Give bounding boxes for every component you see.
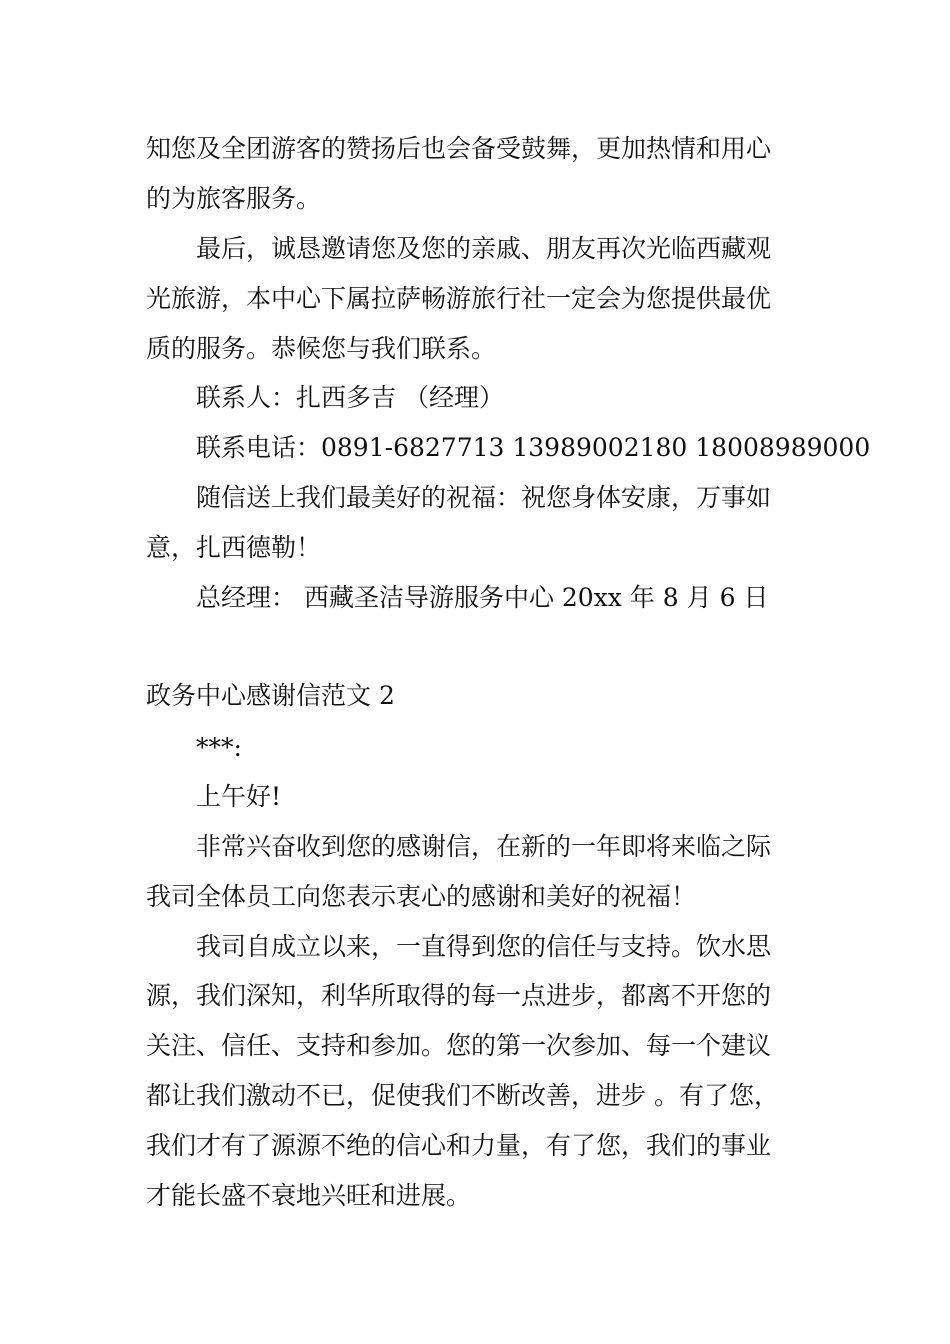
text-line: 都让我们激动不已，促使我们不断改善，进步 。有了您，: [146, 1081, 779, 1110]
signature-line: 总经理： 西藏圣洁导游服务中心 20xx 年 8 月 6 日: [196, 583, 769, 612]
text-line: 质的服务。恭候您与我们联系。: [146, 334, 497, 363]
section-title: 政务中心感谢信范文 2: [146, 681, 395, 710]
text-line: 源，我们深知，利华所取得的每一点进步，都离不开您的: [146, 981, 772, 1010]
text-line: 知您及全团游客的赞扬后也会备受鼓舞，更加热情和用心: [146, 134, 772, 163]
text-line: 关注、信任、支持和参加。您的第一次参加、每一个建议: [146, 1031, 772, 1060]
text-line: 光旅游，本中心下属拉萨畅游旅行社一定会为您提供最优: [146, 284, 772, 313]
text-line: 随信送上我们最美好的祝福：祝您身体安康，万事如: [196, 483, 772, 512]
text-line: 最后，诚恳邀请您及您的亲戚、朋友再次光临西藏观: [196, 234, 772, 263]
text-line: 非常兴奋收到您的感谢信，在新的一年即将来临之际: [196, 832, 772, 861]
salutation: ***:: [196, 733, 242, 762]
text-line: 的为旅客服务。: [146, 184, 322, 213]
contact-person: 联系人：扎西多吉 （经理）: [196, 383, 504, 412]
text-line: 我们才有了源源不绝的信心和力量，有了您，我们的事业: [146, 1131, 772, 1160]
text-line: 我司自成立以来，一直得到您的信任与支持。饮水思: [196, 932, 772, 961]
text-line: 才能长盛不衰地兴旺和进展。: [146, 1181, 472, 1210]
text-line: 意，扎西德勒！: [146, 533, 322, 562]
greeting: 上午好!: [196, 782, 282, 811]
contact-phone: 联系电话：0891-6827713 13989002180 18008989000: [196, 433, 871, 462]
text-line: 我司全体员工向您表示衷心的感谢和美好的祝福！: [146, 882, 697, 911]
